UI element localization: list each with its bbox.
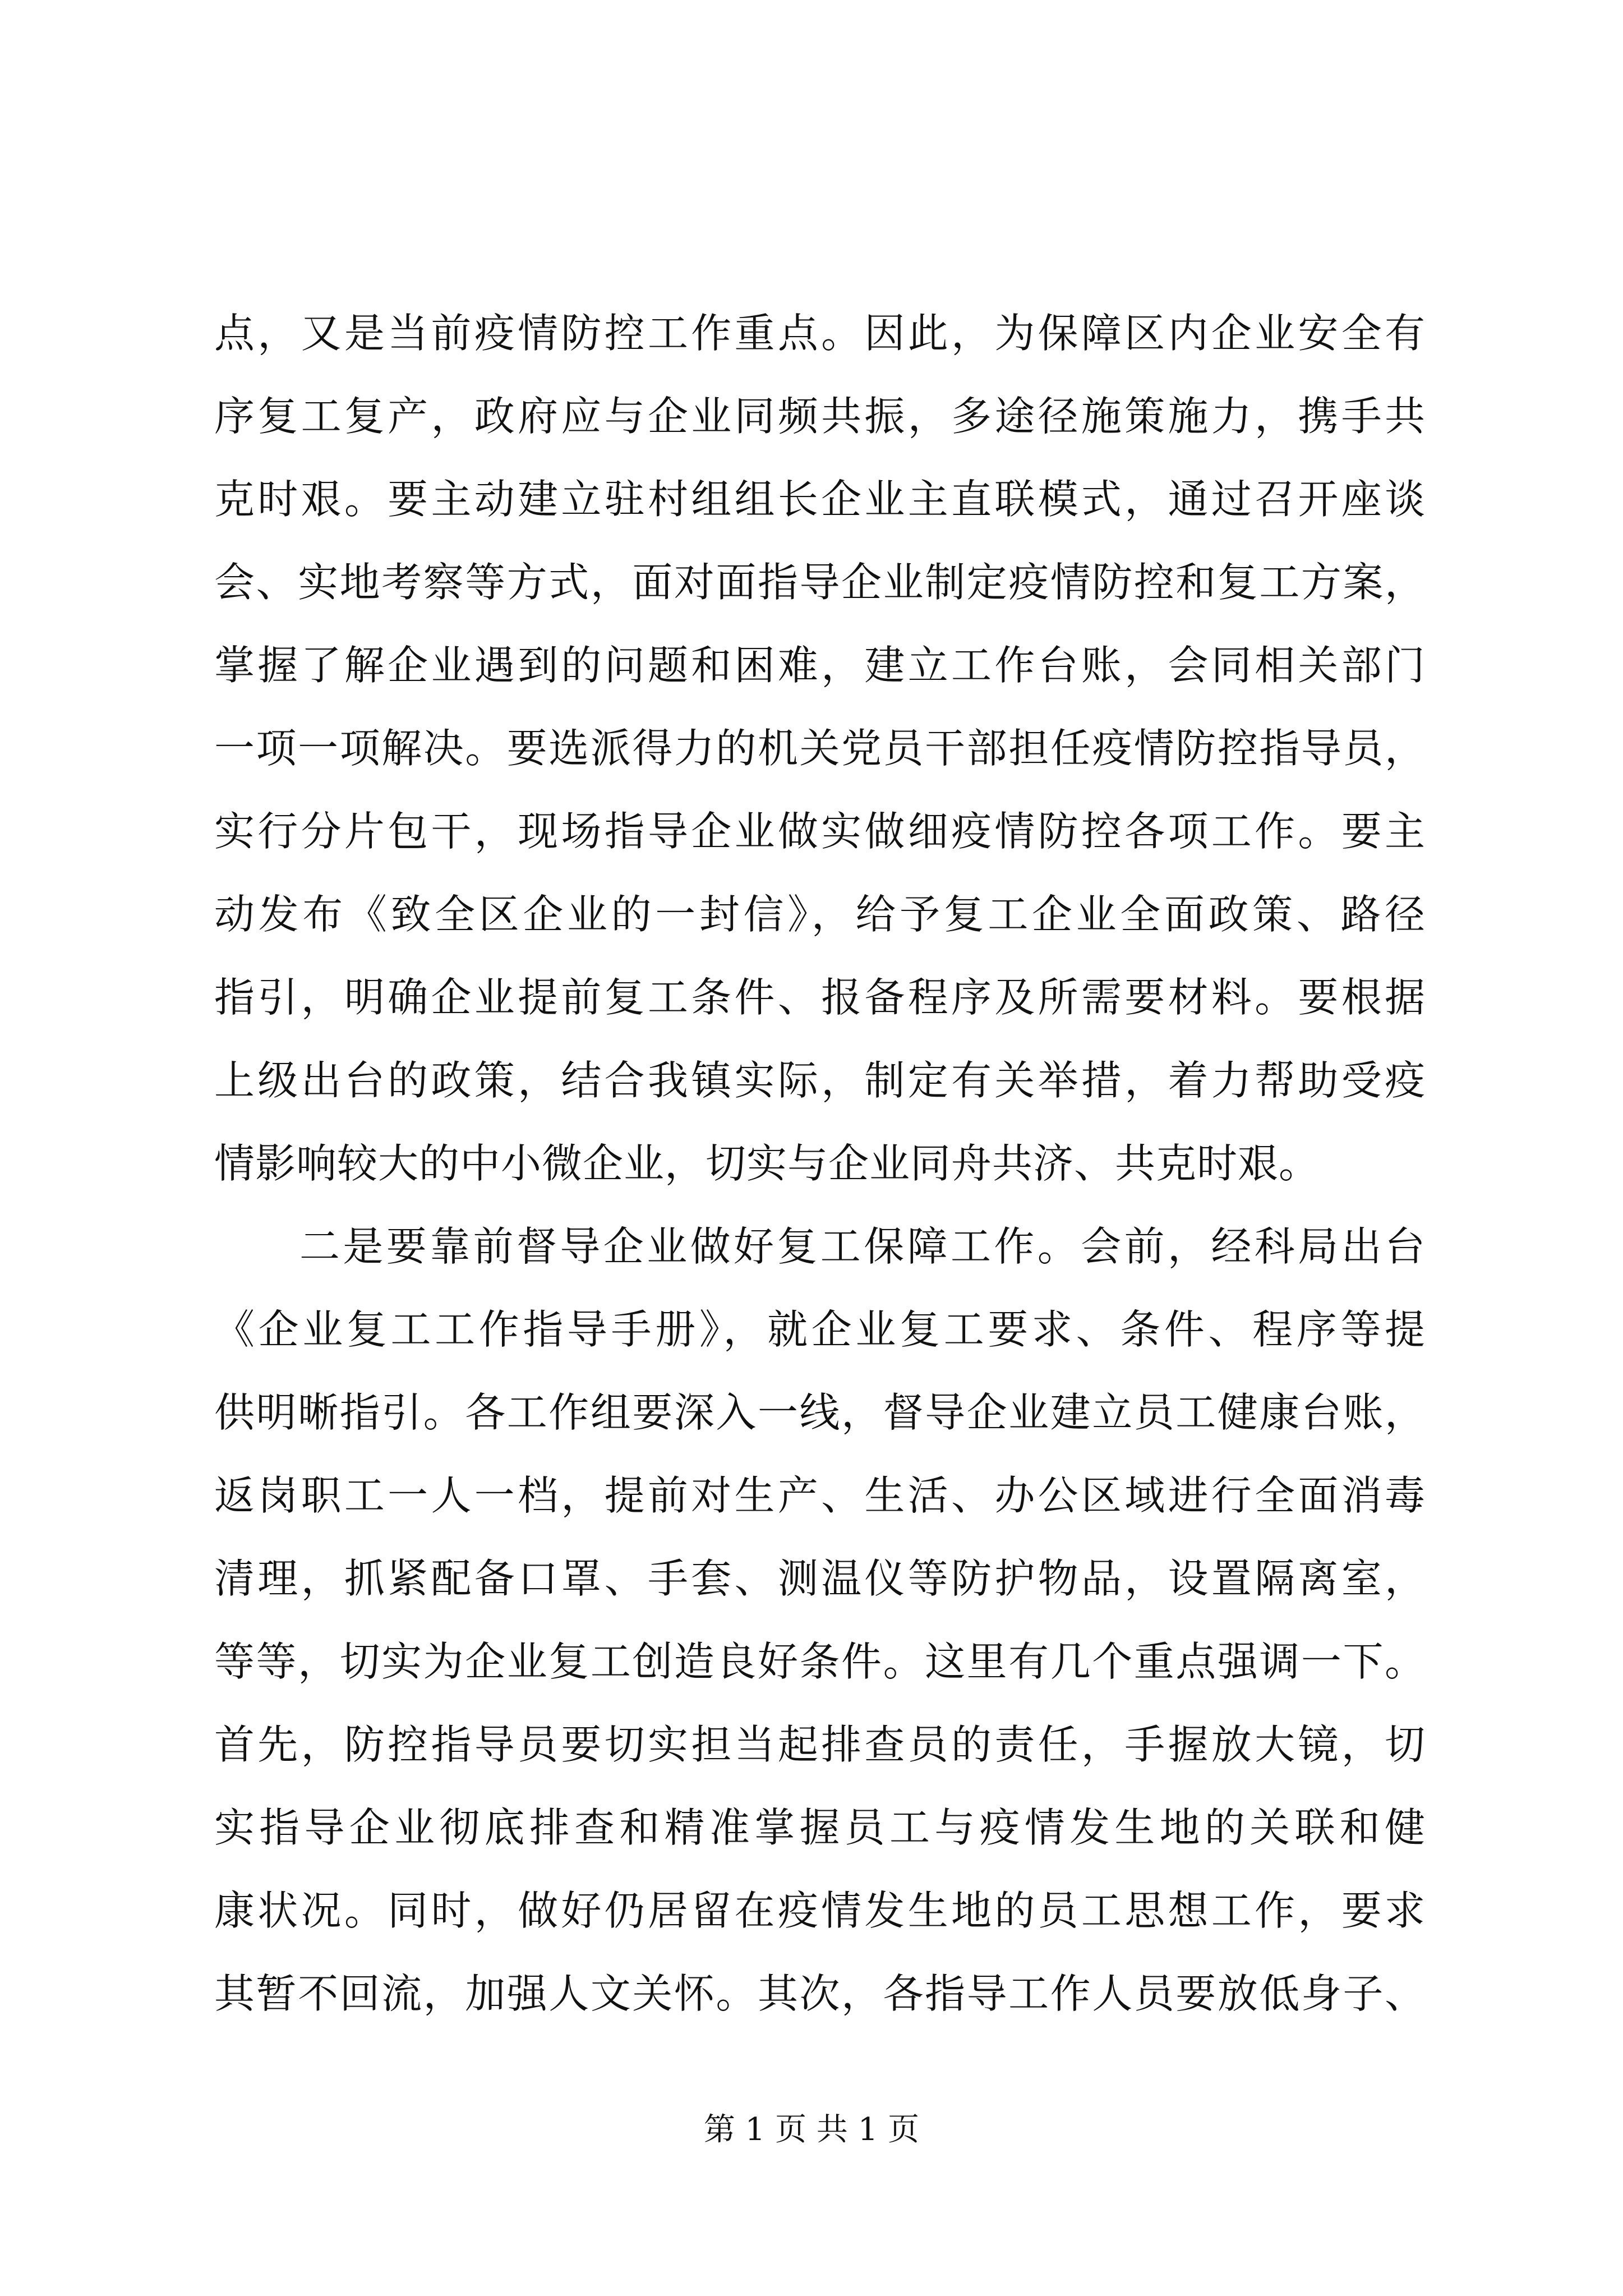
- text-line: 上级出台的政策，结合我镇实际，制定有关举措，着力帮助受疫: [214, 1057, 1426, 1104]
- text-line: 实指导企业彻底排查和精准掌握员工与疫情发生地的关联和健: [214, 1804, 1426, 1851]
- text-line: 其暂不回流，加强人文关怀。其次，各指导工作人员要放低身子、: [214, 1970, 1426, 2017]
- text-line: 序复工复产，政府应与企业同频共振，多途径施策施力，携手共: [214, 393, 1426, 440]
- page-number-footer: 第 1 页 共 1 页: [703, 2111, 920, 2148]
- text-line: 实行分片包干，现场指导企业做实做细疫情防控各项工作。要主: [214, 808, 1426, 855]
- text-line: 返岗职工一人一档，提前对生产、生活、办公区域进行全面消毒: [214, 1472, 1426, 1519]
- text-line: 一项一项解决。要选派得力的机关党员干部担任疫情防控指导员，: [214, 725, 1426, 772]
- text-line: 掌握了解企业遇到的问题和困难，建立工作台账，会同相关部门: [214, 642, 1426, 689]
- text-line: 点，又是当前疫情防控工作重点。因此，为保障区内企业安全有: [214, 310, 1426, 357]
- document-body: [214, 292, 1426, 2035]
- text-line: 首先，防控指导员要切实担当起排查员的责任，手握放大镜，切: [214, 1721, 1426, 1768]
- paragraph-start-line: 二是要靠前督导企业做好复工保障工作。会前，经科局出台: [299, 1223, 1426, 1270]
- text-line: 等等，切实为企业复工创造良好条件。这里有几个重点强调一下。: [214, 1638, 1426, 1685]
- text-line: 清理，抓紧配备口罩、手套、测温仪等防护物品，设置隔离室，: [214, 1555, 1426, 1602]
- paragraph-end-line: 情影响较大的中小微企业，切实与企业同舟共济、共克时艰。: [214, 1140, 1320, 1187]
- text-line: 供明晰指引。各工作组要深入一线，督导企业建立员工健康台账，: [214, 1389, 1426, 1436]
- text-line: 克时艰。要主动建立驻村组组长企业主直联模式，通过召开座谈: [214, 476, 1426, 523]
- text-line: 《企业复工工作指导手册》，就企业复工要求、条件、程序等提: [214, 1306, 1426, 1353]
- text-line: 动发布《致全区企业的一封信》，给予复工企业全面政策、路径: [214, 891, 1426, 938]
- text-line: 康状况。同时，做好仍居留在疫情发生地的员工思想工作，要求: [214, 1887, 1426, 1934]
- text-line: 会、实地考察等方式，面对面指导企业制定疫情防控和复工方案，: [214, 559, 1426, 606]
- text-line: 指引，明确企业提前复工条件、报备程序及所需要材料。要根据: [214, 974, 1426, 1021]
